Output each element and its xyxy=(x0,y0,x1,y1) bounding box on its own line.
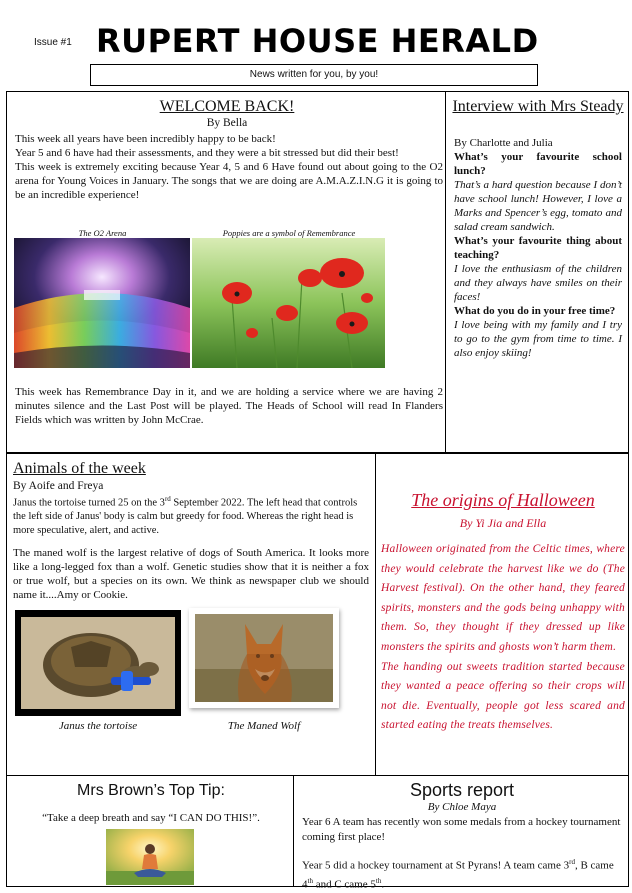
wolf-caption: The Maned Wolf xyxy=(227,720,301,732)
interview-question: What’s your favourite thing about teaching? xyxy=(454,235,622,261)
halloween-title: The origins of Halloween xyxy=(411,490,595,510)
poppies-caption: Poppies are a symbol of Remembrance xyxy=(222,228,356,238)
animals-article xyxy=(6,453,376,776)
interview-question: What’s your favourite school lunch? xyxy=(454,151,622,177)
welcome-byline: By Bella xyxy=(206,117,248,129)
welcome-paragraph: This week all years have been incredibly happy to be back! Year 5 and 6 have had their assessments, and they were a bit stressed but did their best! This week is extremely exciting because Year 4, 5 and 6 Have found out about going to the O2 arena for Young Voices in January. The songs that we are doing are A.M.A.Z.I.N.G it is going to be an incredible experience! xyxy=(15,133,443,201)
interview-answer: That’s a hard question because I don’t have school lunch! However, I love a Marks and Spencer’s egg, tomato and salad cream sandwich. xyxy=(454,179,622,233)
welcome-title: WELCOME BACK! xyxy=(159,98,295,115)
interview-body xyxy=(454,136,622,360)
top-tip-text: “Take a deep breath and say “I CAN DO THIS!”. xyxy=(42,812,260,824)
sports-body: Year 6 A team has recently won some medals from a hockey tournament coming first place! Year 5 did a hockey tournament at St Pyrans! A team came 3rd, B came 4th and C came 5th. xyxy=(302,816,621,891)
welcome-article xyxy=(6,91,446,453)
tagline: News written for you, by you! xyxy=(90,64,538,86)
top-tip-title: Mrs Brown’s Top Tip: xyxy=(77,782,225,799)
remembrance-paragraph: This week has Remembrance Day in it, and we are holding a service where we are having 2 minutes silence and the Last Post will be played. The Heads of School will read In Flanders Fields which was written by John McCrae. xyxy=(15,386,443,426)
o2-arena-caption: The O2 Arena xyxy=(78,228,127,238)
interview-answer: I love the enthusiasm of the children and they always have smiles on their faces! xyxy=(454,263,622,303)
tortoise-paragraph: Janus the tortoise turned 25 on the 3rd September 2022. The left head that controls the left side of Janus' body is calm but greedy for food. Whereas the right head is more speculative, alert, and active. xyxy=(13,495,358,536)
animals-title: Animals of the week xyxy=(13,460,146,477)
halloween-body: Halloween originated from the Celtic times, where they would celebrate the harvest like we do (The Harvest festival). On the other hand, they feared spirits, monsters and the gods being unhappy with them. So, they thought if they dressed up like monsters the spirits and ghosts won’t harm them. The handing out sweets tradition started because they wanted a peace offering so their crops will not die. Eventually, people got less scared and started eating the treats themselves. xyxy=(381,543,625,732)
o2-arena-photo xyxy=(14,238,190,368)
tortoise-photo xyxy=(21,617,175,709)
interview-byline: By Charlotte and Julia xyxy=(454,137,553,149)
top-tip-box xyxy=(6,775,294,887)
maned-wolf-photo xyxy=(195,614,333,702)
interview-article xyxy=(445,91,629,453)
halloween-article xyxy=(375,453,629,776)
meditation-photo xyxy=(106,829,194,885)
interview-question: What do you do in your free time? xyxy=(454,305,616,317)
animals-byline: By Aoife and Freya xyxy=(13,480,104,492)
sports-report xyxy=(293,775,629,891)
interview-title: Interview with Mrs Steady xyxy=(452,98,624,115)
poppies-photo xyxy=(192,238,385,368)
masthead-title: RUPERT HOUSE HERALD xyxy=(96,22,539,60)
interview-answer: I love being with my family and I try to go to the gym from time to time. I also enjoy skiing! xyxy=(454,319,622,359)
halloween-byline: By Yi Jia and Ella xyxy=(459,516,547,530)
sports-byline: By Chloe Maya xyxy=(427,801,497,813)
tortoise-caption: Janus the tortoise xyxy=(58,720,138,732)
sports-title: Sports report xyxy=(409,780,515,800)
maned-wolf-paragraph: The maned wolf is the largest relative of dogs of South America. It looks more like a long-legged fox than a wolf. Genetic studies show that it is neither a fox or true wolf, but a species on its own. We think as newspaper club we should name it....Amy or Cookie. xyxy=(13,547,369,601)
issue-number: Issue #1 xyxy=(34,37,72,48)
